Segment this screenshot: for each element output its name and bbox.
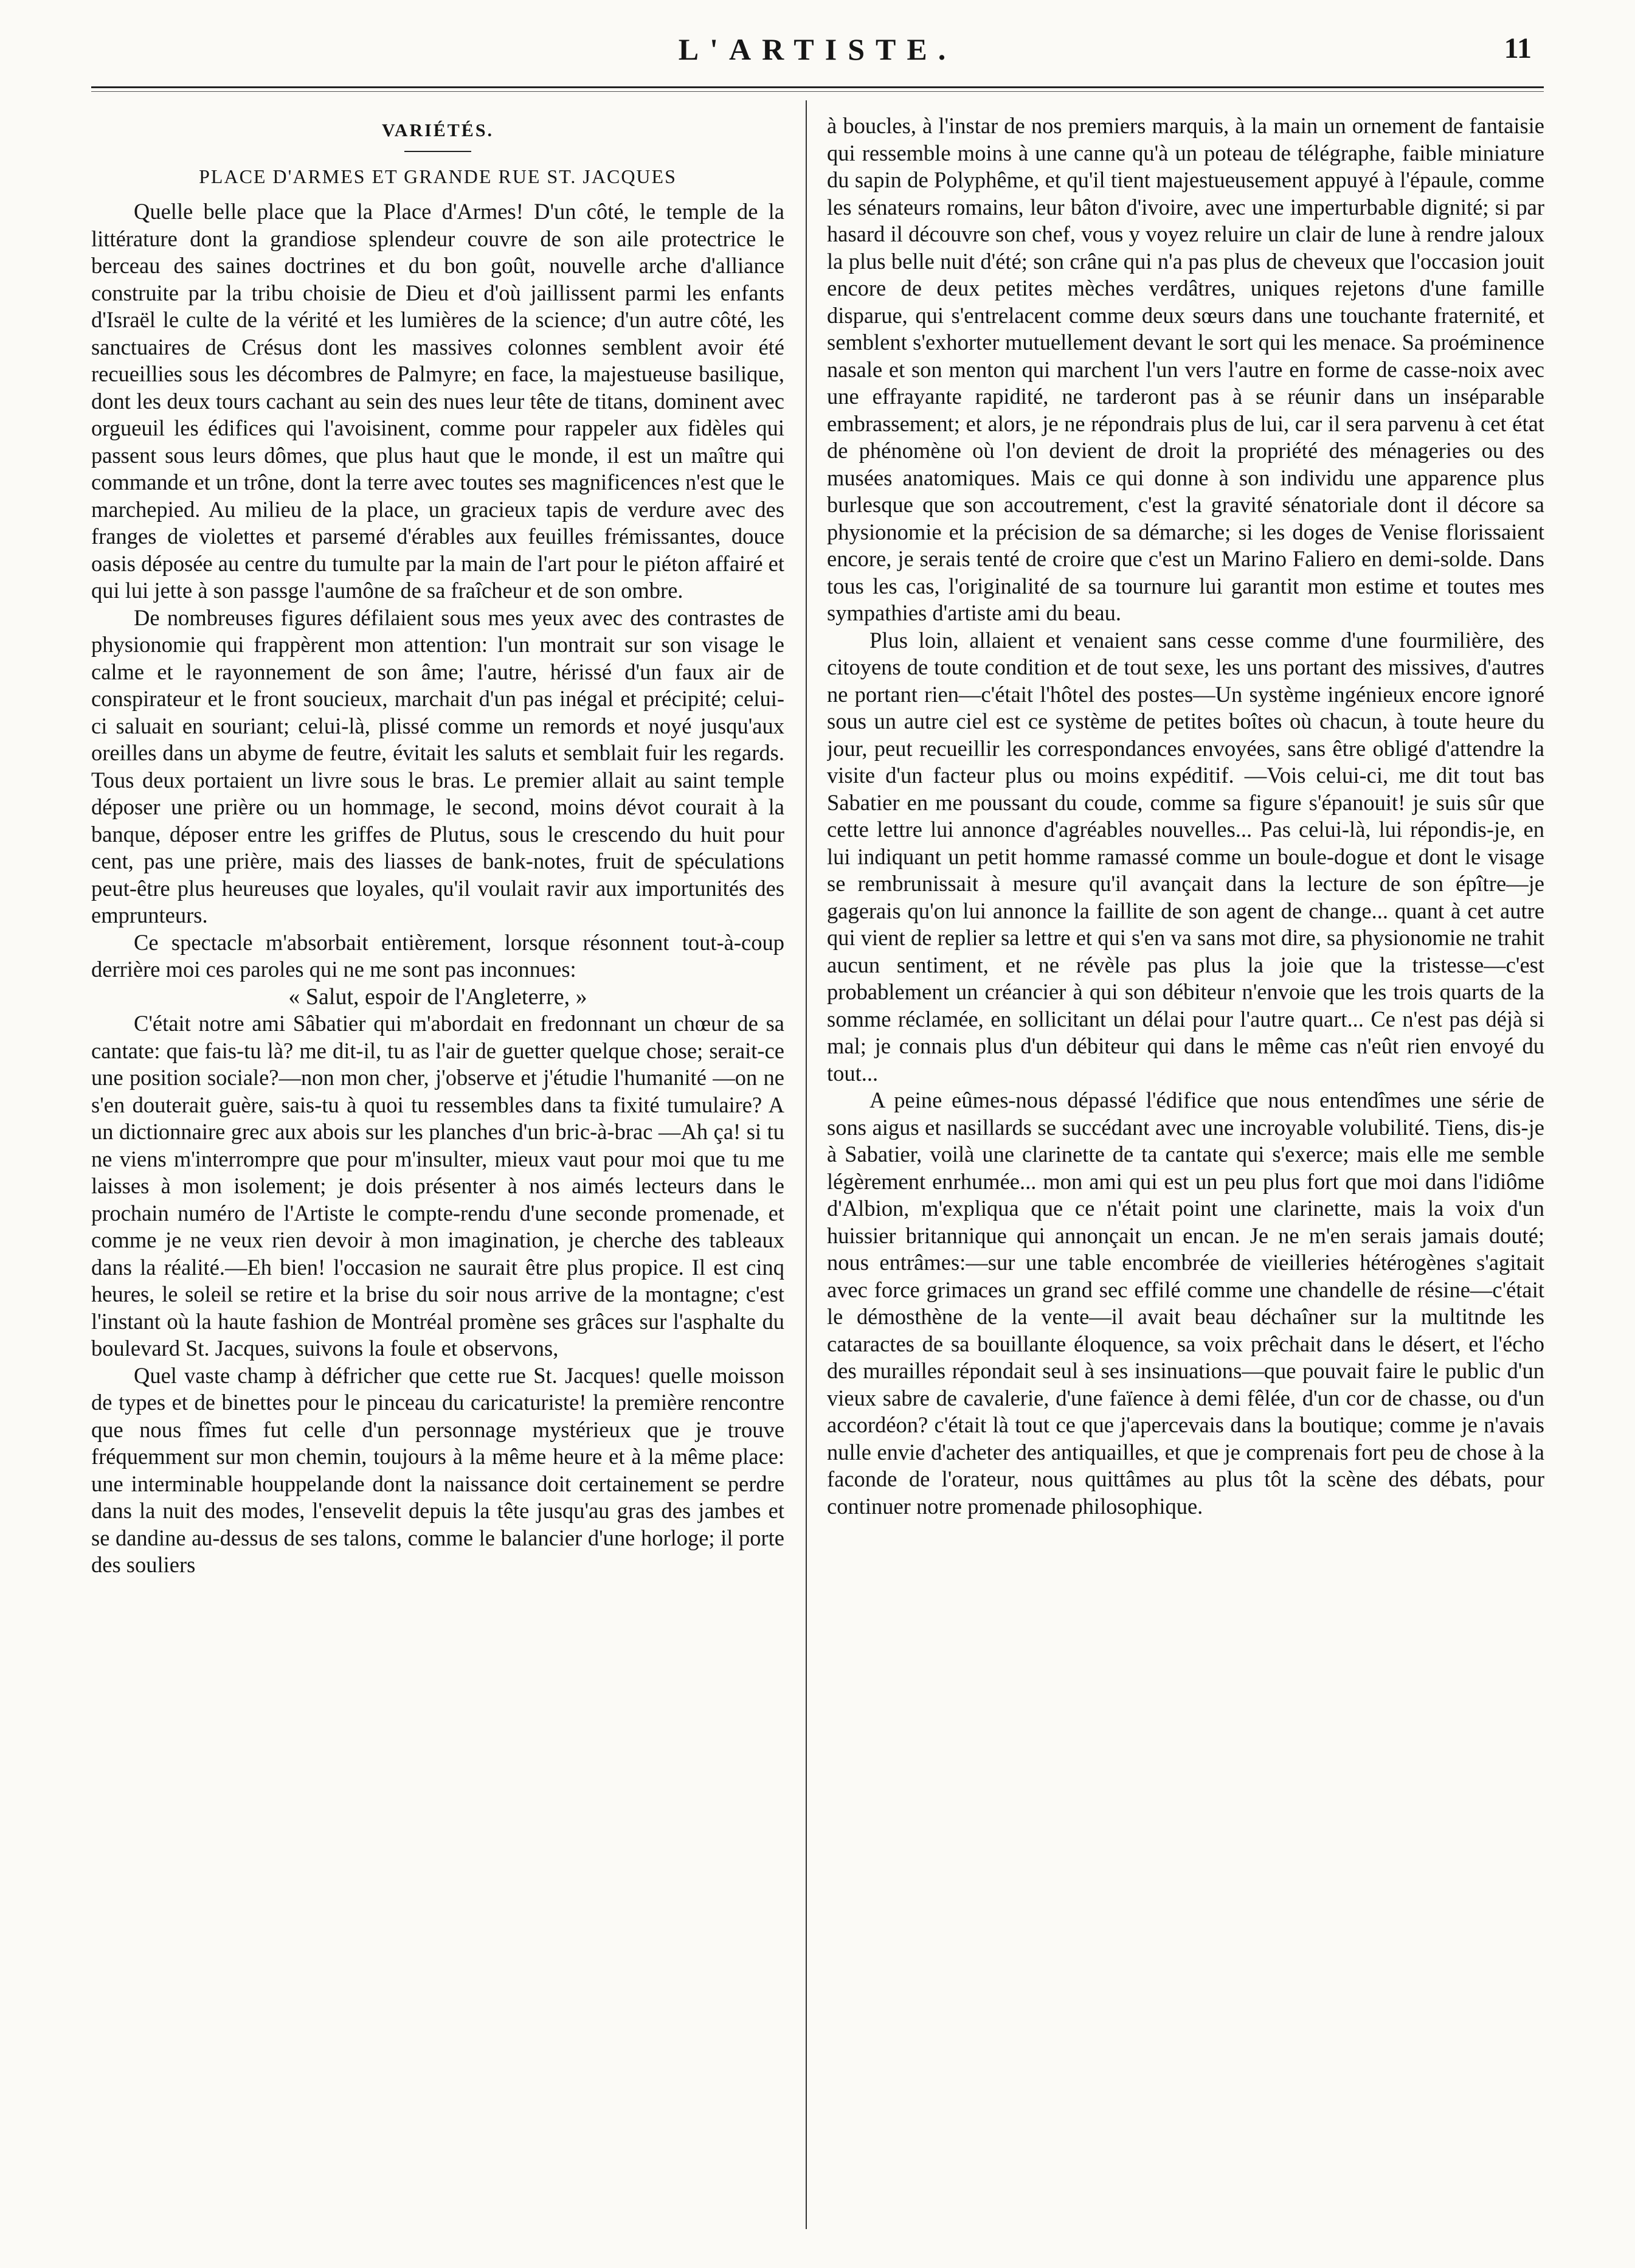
section-rule <box>404 151 471 152</box>
paragraph: C'était notre ami Sâbatier qui m'abordait en fredonnant un chœur de sa cantate: que fais-tu là? me dit-il, tu as l'air de guetter quelque chose; serait-ce une position sociale?—non mon cher, j'observe et j'étudie l'humanité —on ne s'en douterait guère, sais-tu à quoi tu ressembles dans ta fixité tumulaire? A un dictionnaire grec aux abois sur les planches d'un bric-à-brac —Ah ça! si tu ne viens m'interrompre que pour m'insulter, mieux vaut pour moi que tu me laisses à mon isolement; je dois présenter à nos aimés lecteurs dans le prochain numéro de l'Artiste le compte-rendu d'une seconde promenade, et comme je ne veux rien devoir à mon imagination, je cherche des tableaux dans la réalité.—Eh bien! l'occasion ne saurait être plus propice. Il est cinq heures, le soleil se retire et la brise du soir nous arrive de la montagne; c'est l'instant où la haute fashion de Montréal promène ses grâces sur l'asphalte du boulevard St. Jacques, suivons la foule et observons, <box>91 1011 784 1361</box>
paragraph: Quel vaste champ à défricher que cette rue St. Jacques! quelle moisson de types et de binettes pour le pinceau du caricaturiste! la première rencontre que nous fîmes fut celle d'un personnage mystérieux que je trouve fréquemment sur mon chemin, toujours à la même heure et à la même place: une interminable houppelande dont la naissance doit certainement se perdre dans la nuit des modes, l'ensevelit depuis la tête jusqu'au gras des jambes et se dandine au-dessus de ses talons, comme le balancier d'une horloge; il porte des souliers <box>91 1362 784 1577</box>
article-title: PLACE D'ARMES ET GRANDE RUE ST. JACQUES <box>199 165 677 187</box>
section-heading: VARIÉTÉS. <box>381 120 494 140</box>
paragraph: Plus loin, allaient et venaient sans cesse comme d'une fourmilière, des citoyens de toute condition et de tout sexe, les uns portant des missives, d'autres ne portant rien—c'était l'hôtel des postes—Un système ingénieux encore ignoré sous un autre ciel est ce système de petites boîtes où chacun, à toute heure du jour, peut recueillir les correspondances envoyées, sans être obligé d'attendre la visite d'un facteur plus ou moins expéditif. —Vois celui-ci, me dit tout bas Sabatier en me poussant du coude, comme sa figure s'épanouit! je suis sûr que cette lettre lui annonce d'agréables nouvelles... Pas celui-là, lui répondis-je, en lui indiquant un petit homme ramassé comme un boule-dogue et dont le visage se rembrunissait à mesure qu'il avançait dans la lecture de son épître—je gagerais qu'on lui annonce la faillite de son agent de change... quant à cet autre qui vient de replier sa lettre et qui s'en va sans mot dire, sa physionomie ne trahit aucun sentiment, et ne révèle pas plus la joie que la tristesse—c'est probablement un créancier à qui son débiteur n'envoie que les trois quarts de la somme réclamée, en sollicitant un délai pour l'autre quart... Ce n'est pas déjà si mal; je connais plus d'un débiteur qui dans le même cas n'eût rien envoyé du tout... <box>827 627 1544 1086</box>
header-rule-thin <box>91 91 1544 92</box>
masthead-title: L'ARTISTE. <box>678 32 957 66</box>
column-divider <box>806 100 807 2229</box>
page-number: 11 <box>1504 32 1532 64</box>
right-column <box>827 113 1544 2247</box>
header-rule <box>91 86 1544 88</box>
paragraph: De nombreuses figures défilaient sous mes yeux avec des contrastes de physionomie qui frappèrent mon attention: l'un montrait sur son visage le calme et le rayonnement de son âme; l'autre, hérissé d'un faux air de conspirateur et le front soucieux, marchait d'un pas inégal et précipité; celui-ci saluait en souriant; celui-là, plissé comme un remords et noyé jusqu'aux oreilles dans un abyme de feutre, évitait les saluts et semblait fuir les regards. Tous deux portaient un livre sous le bras. Le premier allait au saint temple déposer une prière ou un hommage, le second, moins dévot courait à la banque, déposer entre les griffes de Plutus, sous le crescendo du huit pour cent, pas une prière, mais des liasses de bank-notes, fruit de spéculations peut-être plus heureuses que loyales, qu'il voulait ravir aux importunités des emprunteurs. <box>91 605 784 928</box>
paragraph: Quelle belle place que la Place d'Armes! D'un côté, le temple de la littérature dont la grandiose splendeur couvre de son aile protectrice le berceau des saines doctrines et du bon goût, nouvelle arche d'alliance construite par la tribu choisie de Dieu et d'où jaillissent parmi les enfants d'Israël le culte de la vérité et les lumières de la science; d'un autre côté, les sanctuaires de Crésus dont les massives colonnes semblent avoir été recueillies sous les décombres de Palmyre; en face, la majestueuse basilique, dont les deux tours cachant au sein des nues leur tête de titans, dominent avec orgueuil les édifices qui l'avoisinent, comme pour rappeler aux fidèles qui passent sous leurs dômes, que plus haut que le monde, il est un maître qui commande et un trône, dont la terre avec toutes ses magnificences n'est que le marchepied. Au milieu de la place, un gracieux tapis de verdure avec des franges de violettes et parsemé d'érables aux feuilles frémissantes, douce oasis déposée au centre du tumulte par la main de l'art pour le piéton affairé et qui lui jette à son passge l'aumône de sa fraîcheur et de son ombre. <box>91 199 784 603</box>
quoted-line: « Salut, espoir de l'Angleterre, » <box>288 983 587 1010</box>
paragraph: à boucles, à l'instar de nos premiers marquis, à la main un ornement de fantaisie qui ressemble moins à une canne qu'à un poteau de télégraphe, faible miniature du sapin de Polyphême, et qu'il tient majestueusement appuyé à l'épaule, comme les sénateurs romains, leur bâton d'ivoire, avec une imperturbable dignité; si par hasard il découvre son chef, vous y voyez reluire un clair de lune à rendre jaloux la plus belle nuit d'été; son crâne qui n'a pas plus de cheveux que l'occasion jouit encore de deux petites mèches verdâtres, uniques rejetons d'une famille disparue, qui s'entrelacent comme deux sœurs dans une touchante fraternité, et semblent s'exhorter mutuellement devant le sort qui les menace. Sa proéminence nasale et son menton qui marchent l'un vers l'autre en forme de casse-noix avec une effrayante rapidité, ne tarderont pas à se réunir dans un inséparable embrassement; et alors, je ne répondrais plus de lui, car il sera parvenu à cet état de phénomène où l'on devient de droit la propriété des ménageries ou des musées anatomiques. Mais ce qui donne à son individu une apparence plus burlesque que son accoutrement, c'est la gravité sénatoriale dont il décore sa physionomie et la précision de sa démarche; si les doges de Venise florissaient encore, je serais tenté de croire que c'est un Marino Faliero en demi-solde. Dans tous les cas, l'originalité de sa tournure lui garantit mon estime et toutes mes sympathies d'artiste ami du beau. <box>827 113 1544 625</box>
paragraph: Ce spectacle m'absorbait entièrement, lorsque résonnent tout-à-coup derrière moi ces paroles qui ne me sont pas inconnues: <box>91 929 784 982</box>
paragraph: A peine eûmes-nous dépassé l'édifice que nous entendîmes une série de sons aigus et nasillards se succédant avec une incroyable volubilité. Tiens, dis-je à Sabatier, voilà une clarinette de ta cantate qui s'exerce; mais elle me semble légèrement enrhumée... mon ami qui est un peu plus fort que moi dans l'idiôme d'Albion, m'expliqua que ce n'était point une clarinette, mais la voix d'un huissier britannique qui annonçait un encan. Je ne m'en serais jamais douté; nous entrâmes:—sur une table encombrée de vieilleries hétérogènes s'agitait avec force grimaces un grand sec effilé comme une chandelle de résine—c'était le démosthène de la vente—il avait beau déchaîner sur la multitnde les cataractes de sa bouillante éloquence, sa voix prêchait dans le désert, et l'écho des murailles répondait seul à ses insinuations—que pouvait faire le public d'un vieux sabre de cavalerie, d'une faïence à demi fêlée, d'un cor de chasse, ou d'un accordéon? c'était là tout ce que j'apercevais dans la boutique; comme je n'avais nulle envie d'acheter des antiquailles, et que je comprenais fort peu de chose à la faconde de l'orateur, nous quittâmes au plus tôt la scène des débats, pour continuer notre promenade philosophique. <box>827 1087 1544 1519</box>
left-column <box>91 113 784 2247</box>
